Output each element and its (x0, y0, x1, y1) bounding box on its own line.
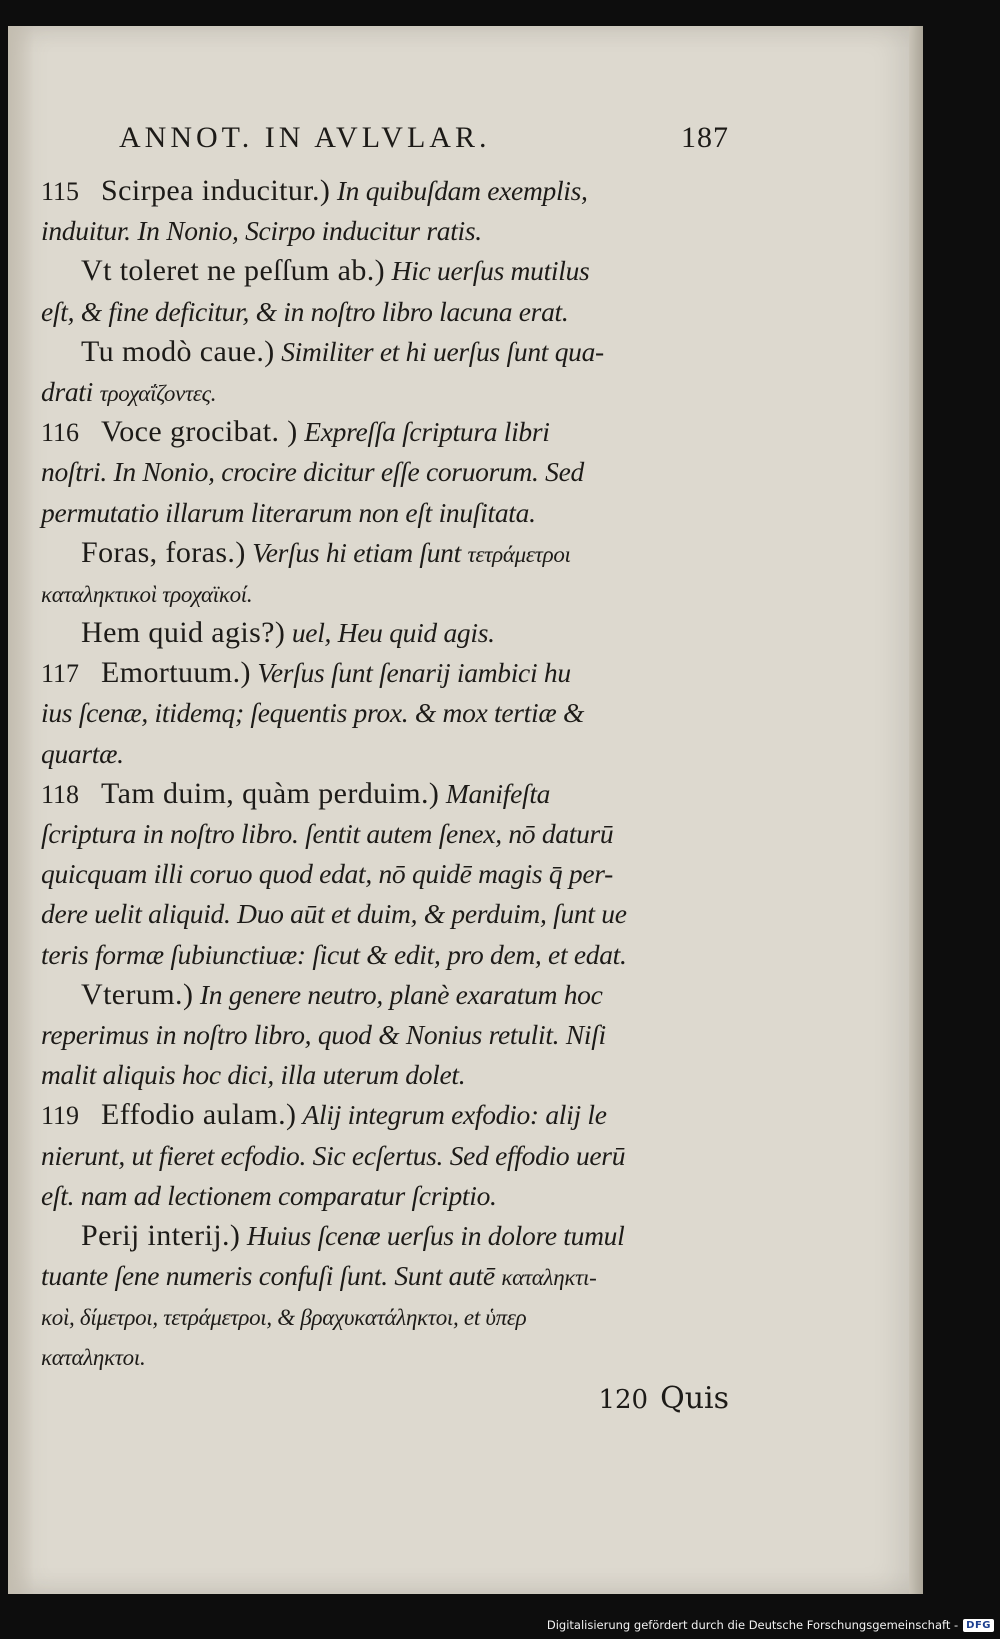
text-line (41, 1176, 729, 1216)
lemma: Tu modò caue.) (81, 334, 275, 368)
annotation-text: malit aliquis hoc dici, illa uterum dolet. (41, 1059, 466, 1091)
text-line (41, 975, 729, 1015)
annotation-text: ius ſcenæ, itidemq; ſequentis prox. & mox tertiæ & (41, 697, 585, 729)
text-line (41, 1336, 729, 1376)
text-line (41, 452, 729, 492)
annotation-text: Verſus hi etiam ſunt (245, 536, 468, 568)
annotation-text: induitur. In Nonio, Scirpo inducitur ratis. (41, 215, 482, 247)
lemma: Foras, foras.) (81, 535, 246, 569)
text-line (41, 854, 729, 894)
annotation-text: uel, Heu quid agis. (285, 617, 495, 649)
annotation-lines (41, 171, 729, 1377)
lemma: Voce grocibat. ) (101, 415, 298, 449)
annotation-text: eſt. nam ad lectionem comparatur ſcriptio. (41, 1179, 497, 1211)
annotation-text: Expreſſa ſcriptura libri (297, 416, 550, 448)
text-line (41, 734, 729, 774)
lemma: Perij interij.) (81, 1218, 241, 1252)
annotation-text: Similiter et hi uerſus ſunt qua- (274, 335, 604, 367)
greek-text: κοὶ, δίμετροι, τετράμετροι, & βραχυκατάληκτοι, et ὑπερ (41, 1305, 527, 1331)
text-line (41, 533, 729, 573)
text-line (41, 493, 729, 533)
text-line (41, 1136, 729, 1176)
book-page (8, 26, 923, 1594)
annotation-text: ſcriptura in noſtro libro. ſentit autem ſenex, nō daturū (41, 818, 614, 849)
text-line (41, 171, 729, 211)
annotation-text: Alij integrum exfodio: alij le (296, 1099, 607, 1131)
line-number: 117 (41, 659, 80, 689)
text-line (41, 412, 729, 452)
catchword-text: Quis (660, 1380, 729, 1416)
catchword-number: 120 (598, 1384, 649, 1415)
text-line (41, 935, 729, 975)
annotation-text: Huius ſcenæ uerſus in dolore tumul (240, 1219, 625, 1251)
page-left-edge (8, 26, 34, 1594)
text-line (41, 573, 729, 613)
annotation-text: quicquam illi coruo quod edat, nō quidē magis q̄ per- (41, 858, 613, 890)
text-line (41, 332, 729, 372)
text-line (41, 894, 729, 934)
lemma: Vt toleret ne peſſum ab.) (81, 254, 386, 288)
footer-text: Digitalisierung gefördert durch die Deutsche Forschungsgemeinschaft - (546, 1618, 959, 1632)
text-line (41, 211, 729, 251)
line-number: 119 (41, 1101, 80, 1131)
folio-number: 187 (681, 121, 729, 154)
text-line (41, 613, 729, 653)
text-line (41, 251, 729, 291)
text-line (41, 1296, 729, 1336)
greek-text: καταληκτοι. (41, 1345, 146, 1371)
text-line (41, 372, 729, 412)
line-number: 115 (41, 177, 80, 206)
text-line (41, 1015, 729, 1055)
text-line (41, 292, 729, 332)
text-line (41, 1095, 729, 1135)
line-number: 116 (41, 418, 80, 448)
running-head-title: ANNOT. IN AVLVLAR. (119, 121, 491, 154)
lemma: Effodio aulam.) (101, 1098, 297, 1132)
text-block (41, 121, 729, 1416)
annotation-text: quartæ. (41, 737, 124, 769)
annotation-text: drati (41, 375, 100, 407)
line-number: 118 (41, 779, 80, 809)
annotation-text: teris formæ ſubiunctiuæ: ſicut & edit, pro dem, et edat. (41, 938, 627, 970)
greek-text: τετράμετροι (467, 541, 571, 567)
greek-text: καταληκτικοὶ τροχαϊκοί. (41, 581, 253, 607)
running-head (119, 121, 729, 165)
annotation-text: Manifeſta (439, 777, 551, 809)
annotation-text: nierunt, ut fieret ecfodio. Sic ecſertus. Sed effodio uerū (41, 1139, 626, 1171)
lemma: Scirpea inducitur.) (101, 174, 331, 207)
annotation-text: dere uelit aliquid. Duo aūt et duim, & perduim, ſunt ue (41, 898, 627, 930)
catchword (41, 1381, 729, 1416)
annotation-text: tuante ſene numeris confuſi ſunt. Sunt autē (41, 1260, 502, 1292)
text-line (41, 814, 729, 854)
page-gutter (909, 26, 923, 1594)
text-line (41, 774, 729, 814)
text-line (41, 653, 729, 693)
dfg-logo: DFG (963, 1619, 994, 1632)
text-line (41, 1256, 729, 1296)
annotation-text: permutatio illarum literarum non eſt inuſitata. (41, 496, 536, 528)
greek-text: καταληκτι- (501, 1265, 597, 1291)
digitization-footer (547, 1615, 994, 1635)
lemma: Hem quid agis?) (81, 616, 286, 650)
lemma: Tam duim, quàm perduim.) (101, 776, 440, 810)
annotation-text: In quibuſdam exemplis, (330, 175, 588, 206)
text-line (41, 693, 729, 733)
lemma: Vterum.) (81, 977, 194, 1011)
greek-text: τροχαΐζοντες. (99, 380, 217, 406)
annotation-text: Verſus ſunt ſenarij iambici hu (250, 657, 571, 689)
text-line (41, 1055, 729, 1095)
lemma: Emortuum.) (101, 656, 251, 690)
annotation-text: reperimus in noſtro libro, quod & Nonius retulit. Niſi (41, 1018, 606, 1050)
annotation-text: eſt, & fine deficitur, & in noſtro libro lacuna erat. (41, 295, 569, 327)
annotation-text: Hic uerſus mutilus (385, 255, 590, 287)
text-line (41, 1216, 729, 1256)
annotation-text: noſtri. In Nonio, crocire dicitur eſſe coruorum. Sed (41, 456, 584, 488)
annotation-text: In genere neutro, planè exaratum hoc (193, 978, 603, 1010)
